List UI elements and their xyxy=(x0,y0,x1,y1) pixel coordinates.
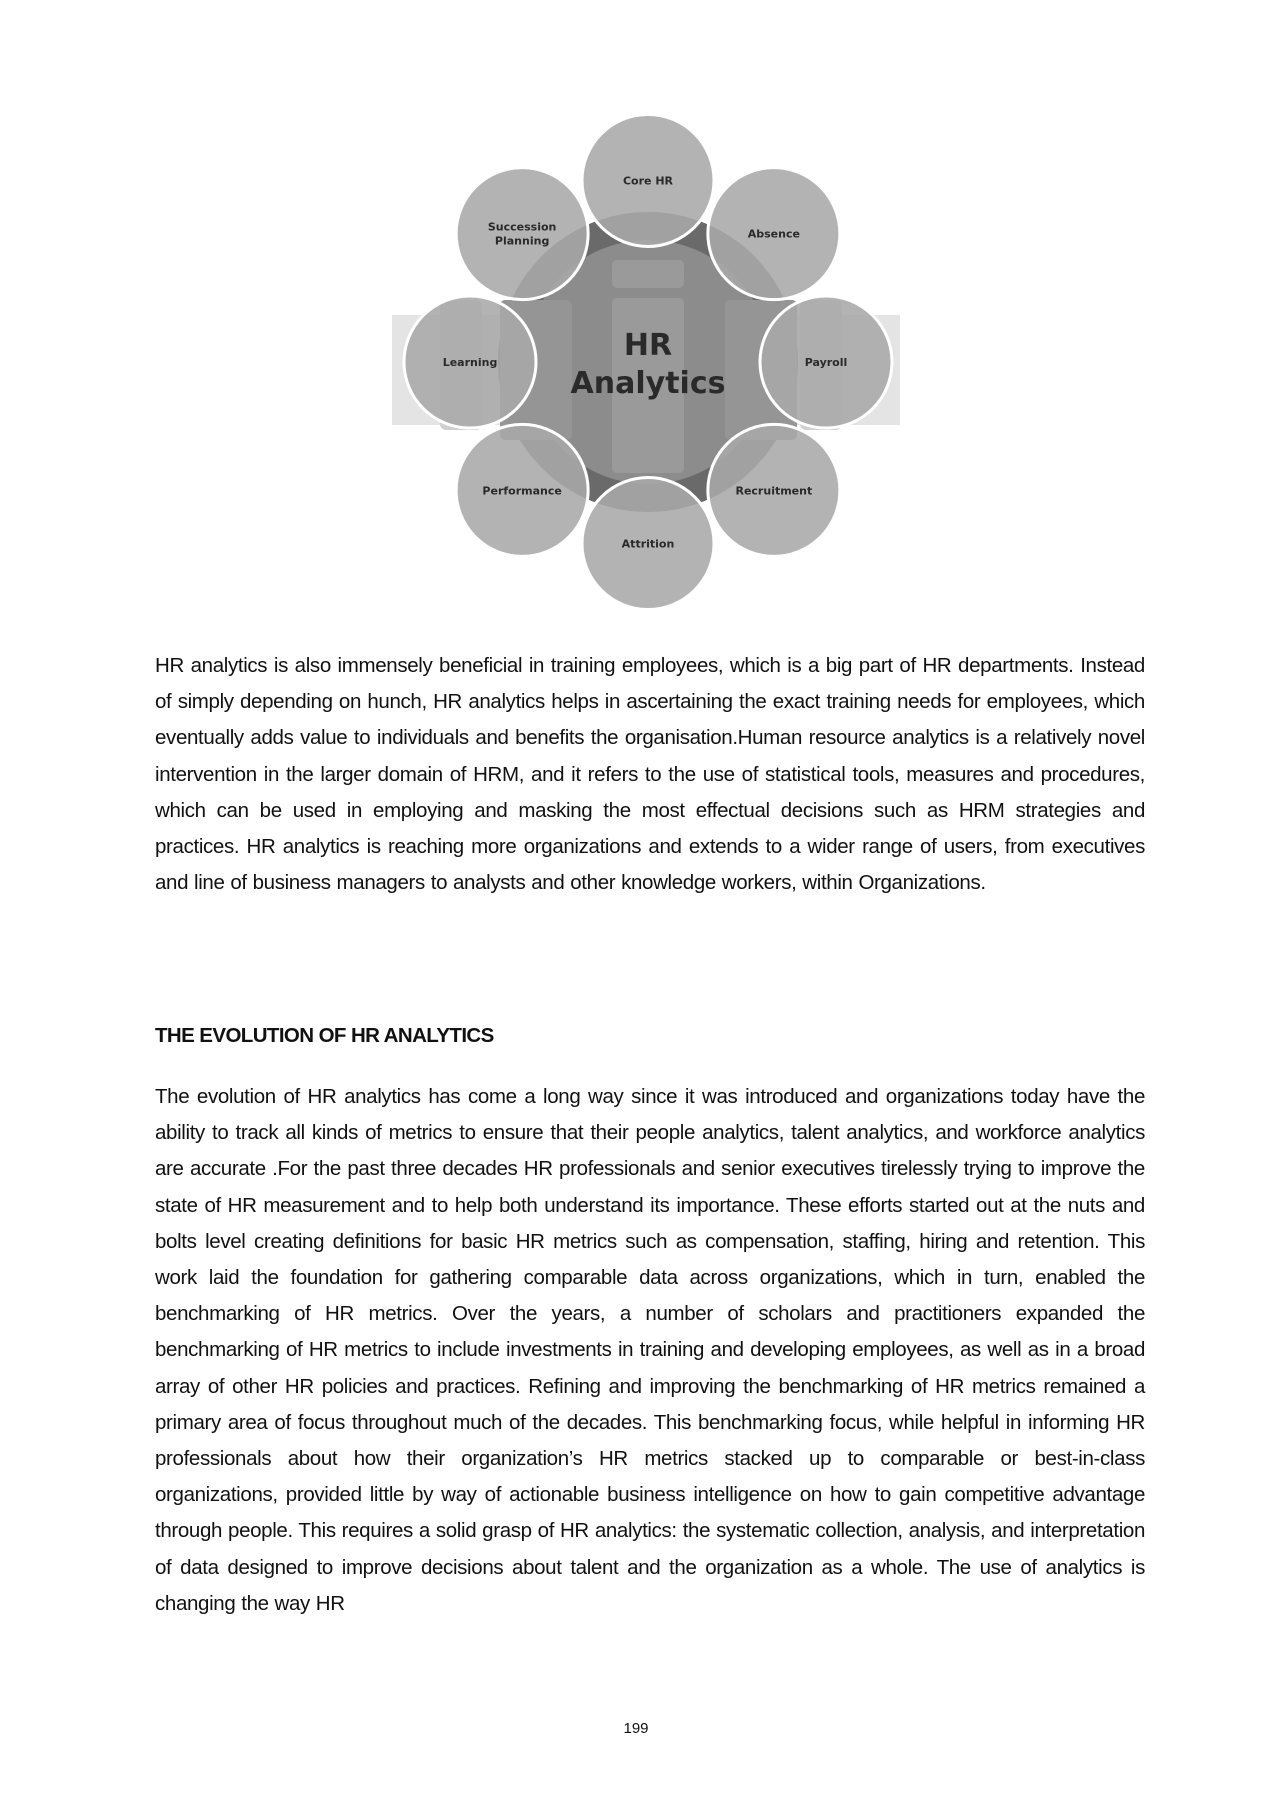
node-label: Performance xyxy=(482,484,562,498)
diagram-node-payroll xyxy=(760,296,892,428)
diagram-node-recruitment xyxy=(708,424,840,556)
watermark-shape xyxy=(612,260,684,288)
node-label: Attrition xyxy=(621,537,675,551)
node-label: Recruitment xyxy=(735,484,813,498)
diagram-node-core-hr xyxy=(582,114,714,246)
node-label: Absence xyxy=(747,227,800,241)
diagram-node-absence xyxy=(708,168,840,300)
node-label: Succession xyxy=(487,220,557,234)
node-label: Learning xyxy=(442,356,498,369)
paragraph-intro-block xyxy=(155,648,1145,901)
diagram-node-learning xyxy=(404,296,536,428)
paragraph-evolution: The evolution of HR analytics has come a long way since it was introduced and organizations today have the ability to track all kinds of metrics to ensure that their people analytics, talent analytics, and workforce analytics are accurate .For the past three decades HR professionals and senior executives tirelessly trying to improve the state of HR measurement and to help both understand its importance. These efforts started out at the nuts and bolts level creating definitions for basic HR metrics such as compensation, staffing, hiring and retention. This work laid the foundation for gathering comparable data across organizations, which in turn, enabled the benchmarking of HR metrics. Over the years, a number of scholars and practitioners expanded the benchmarking of HR metrics to include investments in training and developing employees, as well as in a broad array of other HR policies and practices. Refining and improving the benchmarking of HR metrics remained a primary area of focus throughout much of the decades. This benchmarking focus, while helpful in informing HR professionals about how their organization’s HR metrics stacked up to comparable or best-in-class organizations, provided little by way of actionable business intelligence on how to gain competitive advantage through people. This requires a solid grasp of HR analytics: the systematic collection, analysis, and interpretation of data designed to improve decisions about talent and the organization as a whole. The use of analytics is changing the way HR xyxy=(155,1085,1145,1615)
page-number: 199 xyxy=(623,1720,649,1737)
paragraph-hr-analytics-training: HR analytics is also immensely beneficial in training employees, which is a big part of HR departments. Instead of simply depending on hunch, HR analytics helps in ascertaining the exact training needs for employees, which eventually adds value to individuals and benefits the organisation.Human resource analytics is a relatively novel intervention in the larger domain of HRM, and it refers to the use of statistical tools, measures and procedures, which can be used in employing and masking the most effectual decisions such as HRM strategies and practices. HR analytics is reaching more organizations and extends to a wider range of users, from executives and line of business managers to analysts and other knowledge workers, within Organizations. xyxy=(155,654,1145,895)
section-heading: THE EVOLUTION OF HR ANALYTICS xyxy=(155,1024,494,1047)
diagram-node-succession-planning xyxy=(456,168,588,300)
hr-analytics-diagram xyxy=(380,100,900,620)
node-label: Payroll xyxy=(804,356,848,369)
paragraph-evolution-block xyxy=(155,1079,1145,1622)
diagram-canvas xyxy=(380,100,900,620)
center-label-line2: Analytics xyxy=(570,366,726,401)
node-label: Planning xyxy=(494,234,550,248)
diagram-node-performance xyxy=(456,424,588,556)
center-label-line1: HR xyxy=(623,328,673,363)
node-label: Core HR xyxy=(622,174,674,188)
diagram-node-attrition xyxy=(582,478,714,610)
